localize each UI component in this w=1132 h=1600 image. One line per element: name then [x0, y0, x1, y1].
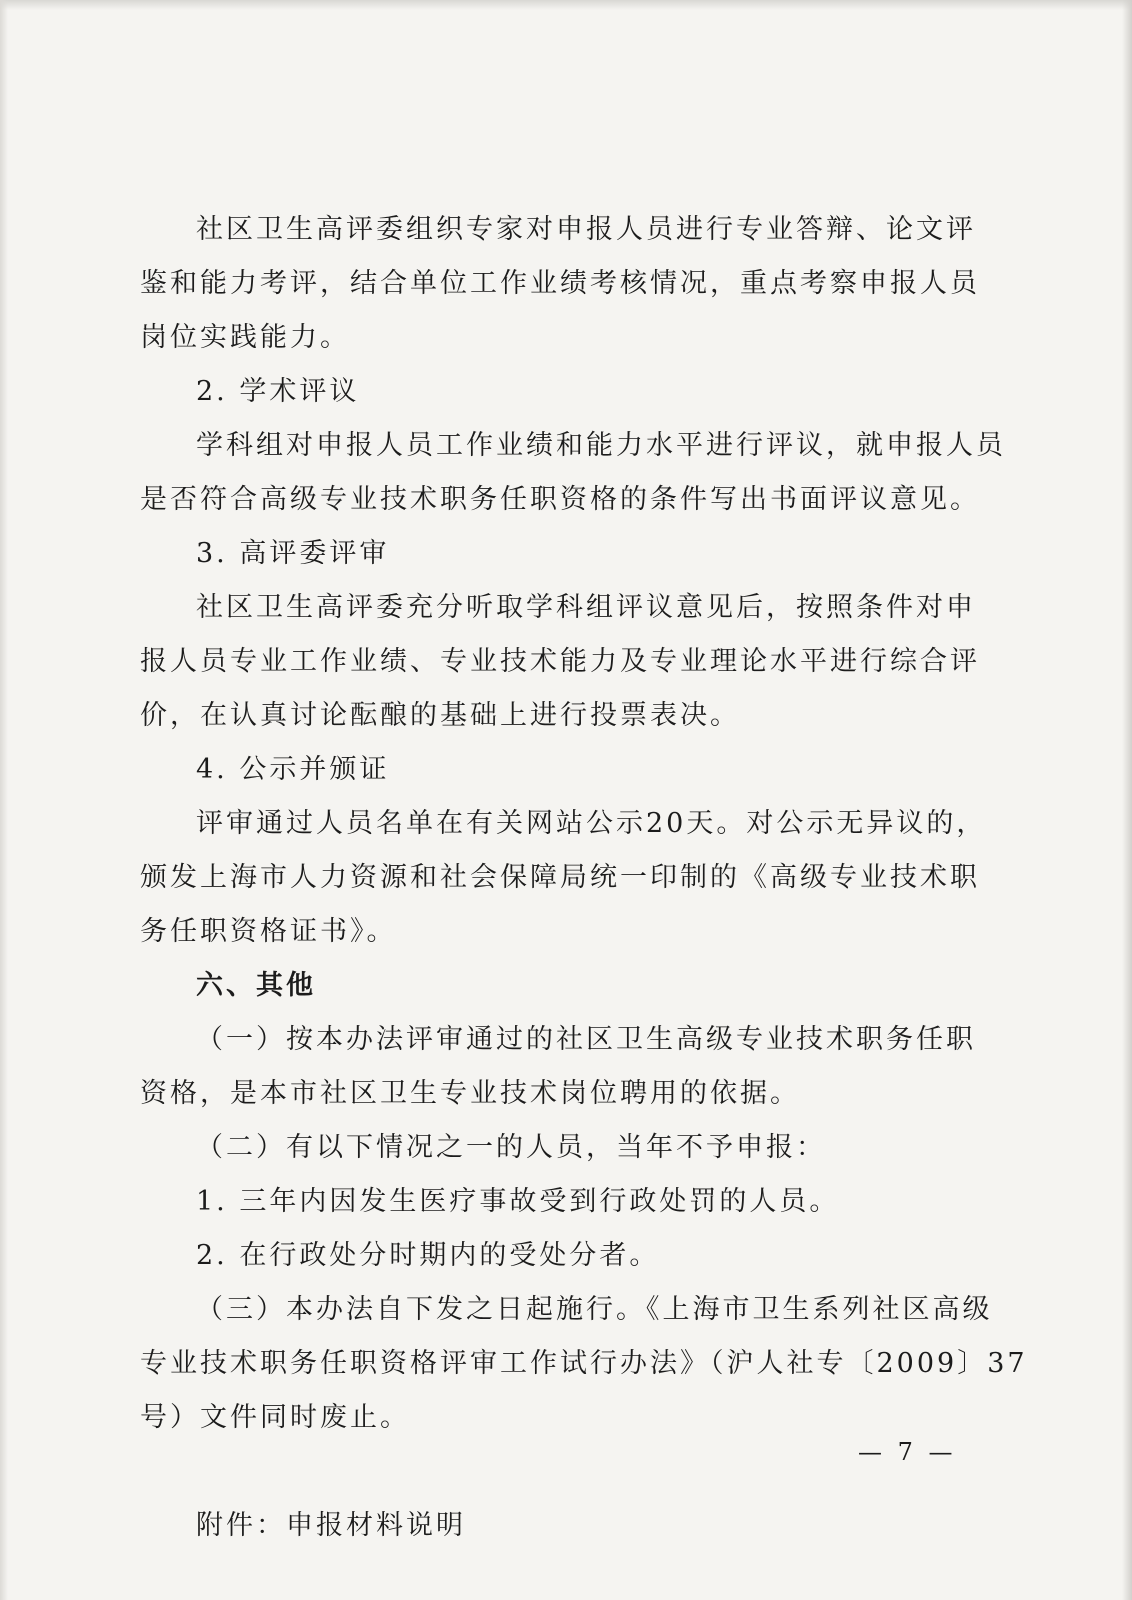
subheading-academic-review: 2. 学术评议 — [196, 376, 360, 407]
subheading-publicity: 4. 公示并颁证 — [196, 754, 390, 785]
scan-top-edge — [0, 0, 1132, 10]
paragraph-line: 社区卫生高评委组织专家对申报人员进行专业答辩、论文评 — [196, 214, 976, 245]
paragraph-line: 报人员专业工作业绩、专业技术能力及专业理论水平进行综合评 — [140, 646, 980, 677]
paragraph-line: 鉴和能力考评，结合单位工作业绩考核情况，重点考察申报人员 — [140, 268, 980, 299]
list-item: 1. 三年内因发生医疗事故受到行政处罚的人员。 — [196, 1186, 840, 1217]
paragraph-line: 是否符合高级专业技术职务任职资格的条件写出书面评议意见。 — [140, 484, 980, 515]
attachment-line: 附件：申报材料说明 — [196, 1510, 466, 1541]
paragraph-line: （一）按本办法评审通过的社区卫生高级专业技术职务任职 — [196, 1024, 976, 1055]
paragraph-line: （三）本办法自下发之日起施行。《上海市卫生系列社区高级 — [196, 1294, 993, 1325]
paragraph-line: 资格，是本市社区卫生专业技术岗位聘用的依据。 — [140, 1078, 800, 1109]
scan-left-edge — [0, 0, 8, 1600]
subheading-committee-review: 3. 高评委评审 — [196, 538, 390, 569]
paragraph-line: 颁发上海市人力资源和社会保障局统一印制的《高级专业技术职 — [140, 862, 980, 893]
scan-right-edge — [1122, 0, 1132, 1600]
list-item: 2. 在行政处分时期内的受处分者。 — [196, 1240, 660, 1271]
paragraph-line: 价，在认真讨论酝酿的基础上进行投票表决。 — [140, 700, 740, 731]
paragraph-line: 学科组对申报人员工作业绩和能力水平进行评议，就申报人员 — [196, 430, 1006, 461]
document-body — [140, 203, 1028, 1553]
paragraph-line: 评审通过人员名单在有关网站公示20天。对公示无异议的， — [196, 808, 987, 839]
paragraph-line: 专业技术职务任职资格评审工作试行办法》（沪人社专〔2009〕37 — [140, 1348, 1028, 1379]
section-heading-other: 六、其他 — [196, 970, 316, 1001]
paragraph-line: （二）有以下情况之一的人员，当年不予申报： — [196, 1132, 826, 1163]
paragraph-line: 务任职资格证书》。 — [140, 916, 397, 947]
spacer — [140, 1445, 980, 1499]
paragraph-line: 号）文件同时废止。 — [140, 1402, 410, 1433]
paragraph-line: 岗位实践能力。 — [140, 322, 350, 353]
paragraph-line: 社区卫生高评委充分听取学科组评议意见后，按照条件对申 — [196, 592, 976, 623]
page-number: — 7 — — [858, 1438, 957, 1466]
